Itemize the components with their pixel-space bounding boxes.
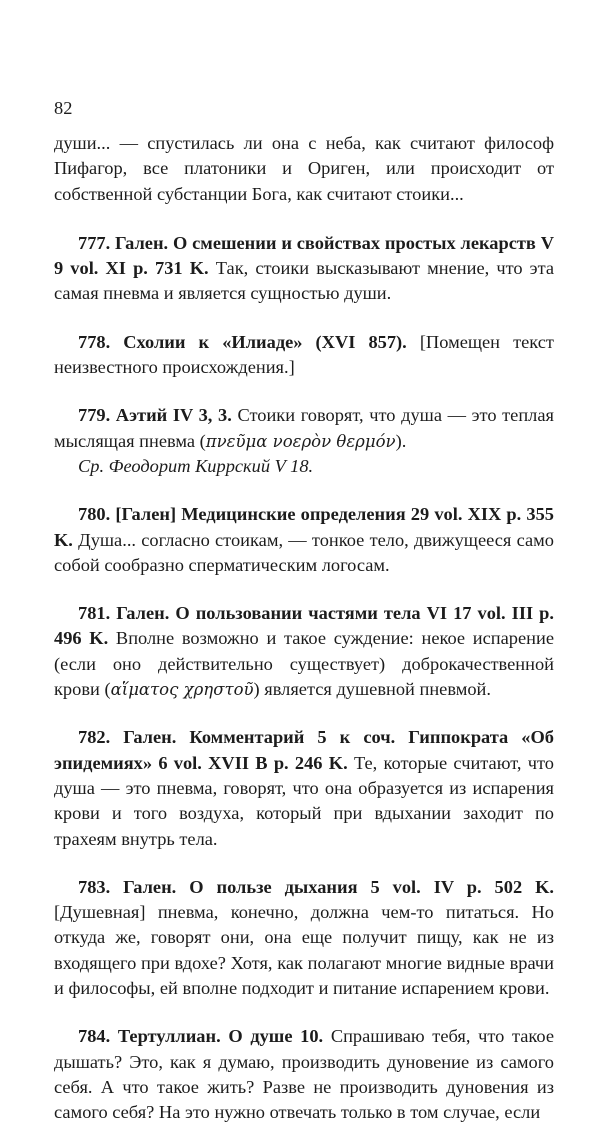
fragment-779 bbox=[54, 403, 554, 479]
fragment-paragraph bbox=[54, 403, 554, 454]
greek-phrase: αἵματος χρηστοῦ bbox=[110, 680, 254, 700]
fragment-784 bbox=[54, 1024, 554, 1125]
fragment-778 bbox=[54, 330, 554, 381]
fragment-paragraph bbox=[54, 330, 554, 381]
fragment-reference: 784. Тертуллиан. О душе 10. bbox=[78, 1026, 324, 1047]
fragment-reference: 781. Гален. О пользовании частями тела VI 17 vol. III p. 496 K. bbox=[54, 603, 554, 649]
fragment-text: Стоики говорят, что душа — это теплая мыслящая пневма ( bbox=[54, 405, 554, 451]
fragment-paragraph bbox=[54, 601, 554, 702]
fragment-783 bbox=[54, 875, 554, 1001]
fragment-781 bbox=[54, 601, 554, 702]
fragment-paragraph bbox=[54, 231, 554, 307]
fragment-reference: 783. Гален. О пользе дыхания 5 vol. IV p. 502 K. bbox=[78, 876, 554, 897]
fragment-text: Так, стоики высказывают мнение, что эта самая пневма и является сущностью души. bbox=[54, 258, 554, 304]
fragment-text: души... — спустилась ли она с неба, как считают философ Пифагор, все платоники и Ориген, или происходит от собственной субстанции Бога, как считают стоики... bbox=[54, 133, 554, 204]
fragment-780 bbox=[54, 502, 554, 578]
fragment-text-end: ). bbox=[395, 430, 407, 451]
fragment-text: Те, которые считают, что душа — это пневма, говорят, что она образуется из испарения крови и того воздуха, который при вдыхании заходит по трахеям внутрь тела. bbox=[54, 752, 554, 849]
fragment-text: Спрашиваю тебя, что такое дышать? Это, как я думаю, производить дуновение из самого себя. А что такое жить? Разве не производить дуновения из самого себя? На это нужно отвечать только в том случае, если bbox=[54, 1026, 554, 1123]
fragment-reference: 778. Схолии к «Илиаде» (XVI 857). bbox=[78, 331, 407, 352]
fragment-paragraph bbox=[54, 502, 554, 578]
cross-reference-note: Ср. Феодорит Киррский V 18. bbox=[78, 455, 314, 476]
fragment-text-end: ) является душевной пневмой. bbox=[253, 679, 491, 700]
fragment-reference: 777. Гален. О смешении и свойствах простых лекарств V 9 vol. XI p. 731 K. bbox=[54, 232, 554, 279]
fragment-782 bbox=[54, 725, 554, 851]
greek-phrase: πνεῦμα νοερὸν θερμόν bbox=[205, 431, 396, 451]
fragment-text: [Помещен текст неизвестного происхождения.] bbox=[54, 331, 554, 378]
fragment-text: Душа... согласно стоикам, — тонкое тело, движущееся само собой сообразно сперматическим логосам. bbox=[54, 529, 554, 575]
fragment-text: [Душевная] пневма, конечно, должна чем-то питаться. Но откуда же, говорят они, она еще получит пищу, как не из входящего при вдохе? Хотя, как полагают многие видные врачи и философы, ей вполне подходит и питание испарением крови. bbox=[54, 902, 554, 999]
fragment-continuation bbox=[54, 131, 554, 207]
fragment-reference: 780. [Гален] Медицинские определения 29 vol. XIX p. 355 K. bbox=[54, 504, 554, 550]
fragment-paragraph bbox=[54, 131, 554, 207]
page-number: 82 bbox=[54, 98, 73, 118]
fragment-777 bbox=[54, 231, 554, 307]
fragment-reference: 782. Гален. Комментарий 5 к соч. Гиппократа «Об эпидемиях» 6 vol. XVII B p. 246 K. bbox=[54, 727, 554, 773]
fragment-reference: 779. Аэтий IV 3, 3. bbox=[78, 405, 232, 426]
fragment-text: Вполне возможно и такое суждение: некое испарение (если оно действительно существует) доброкачественной крови ( bbox=[54, 628, 554, 700]
fragment-paragraph bbox=[54, 875, 554, 1001]
fragment-paragraph bbox=[54, 1024, 554, 1125]
fragment-paragraph bbox=[54, 725, 554, 851]
